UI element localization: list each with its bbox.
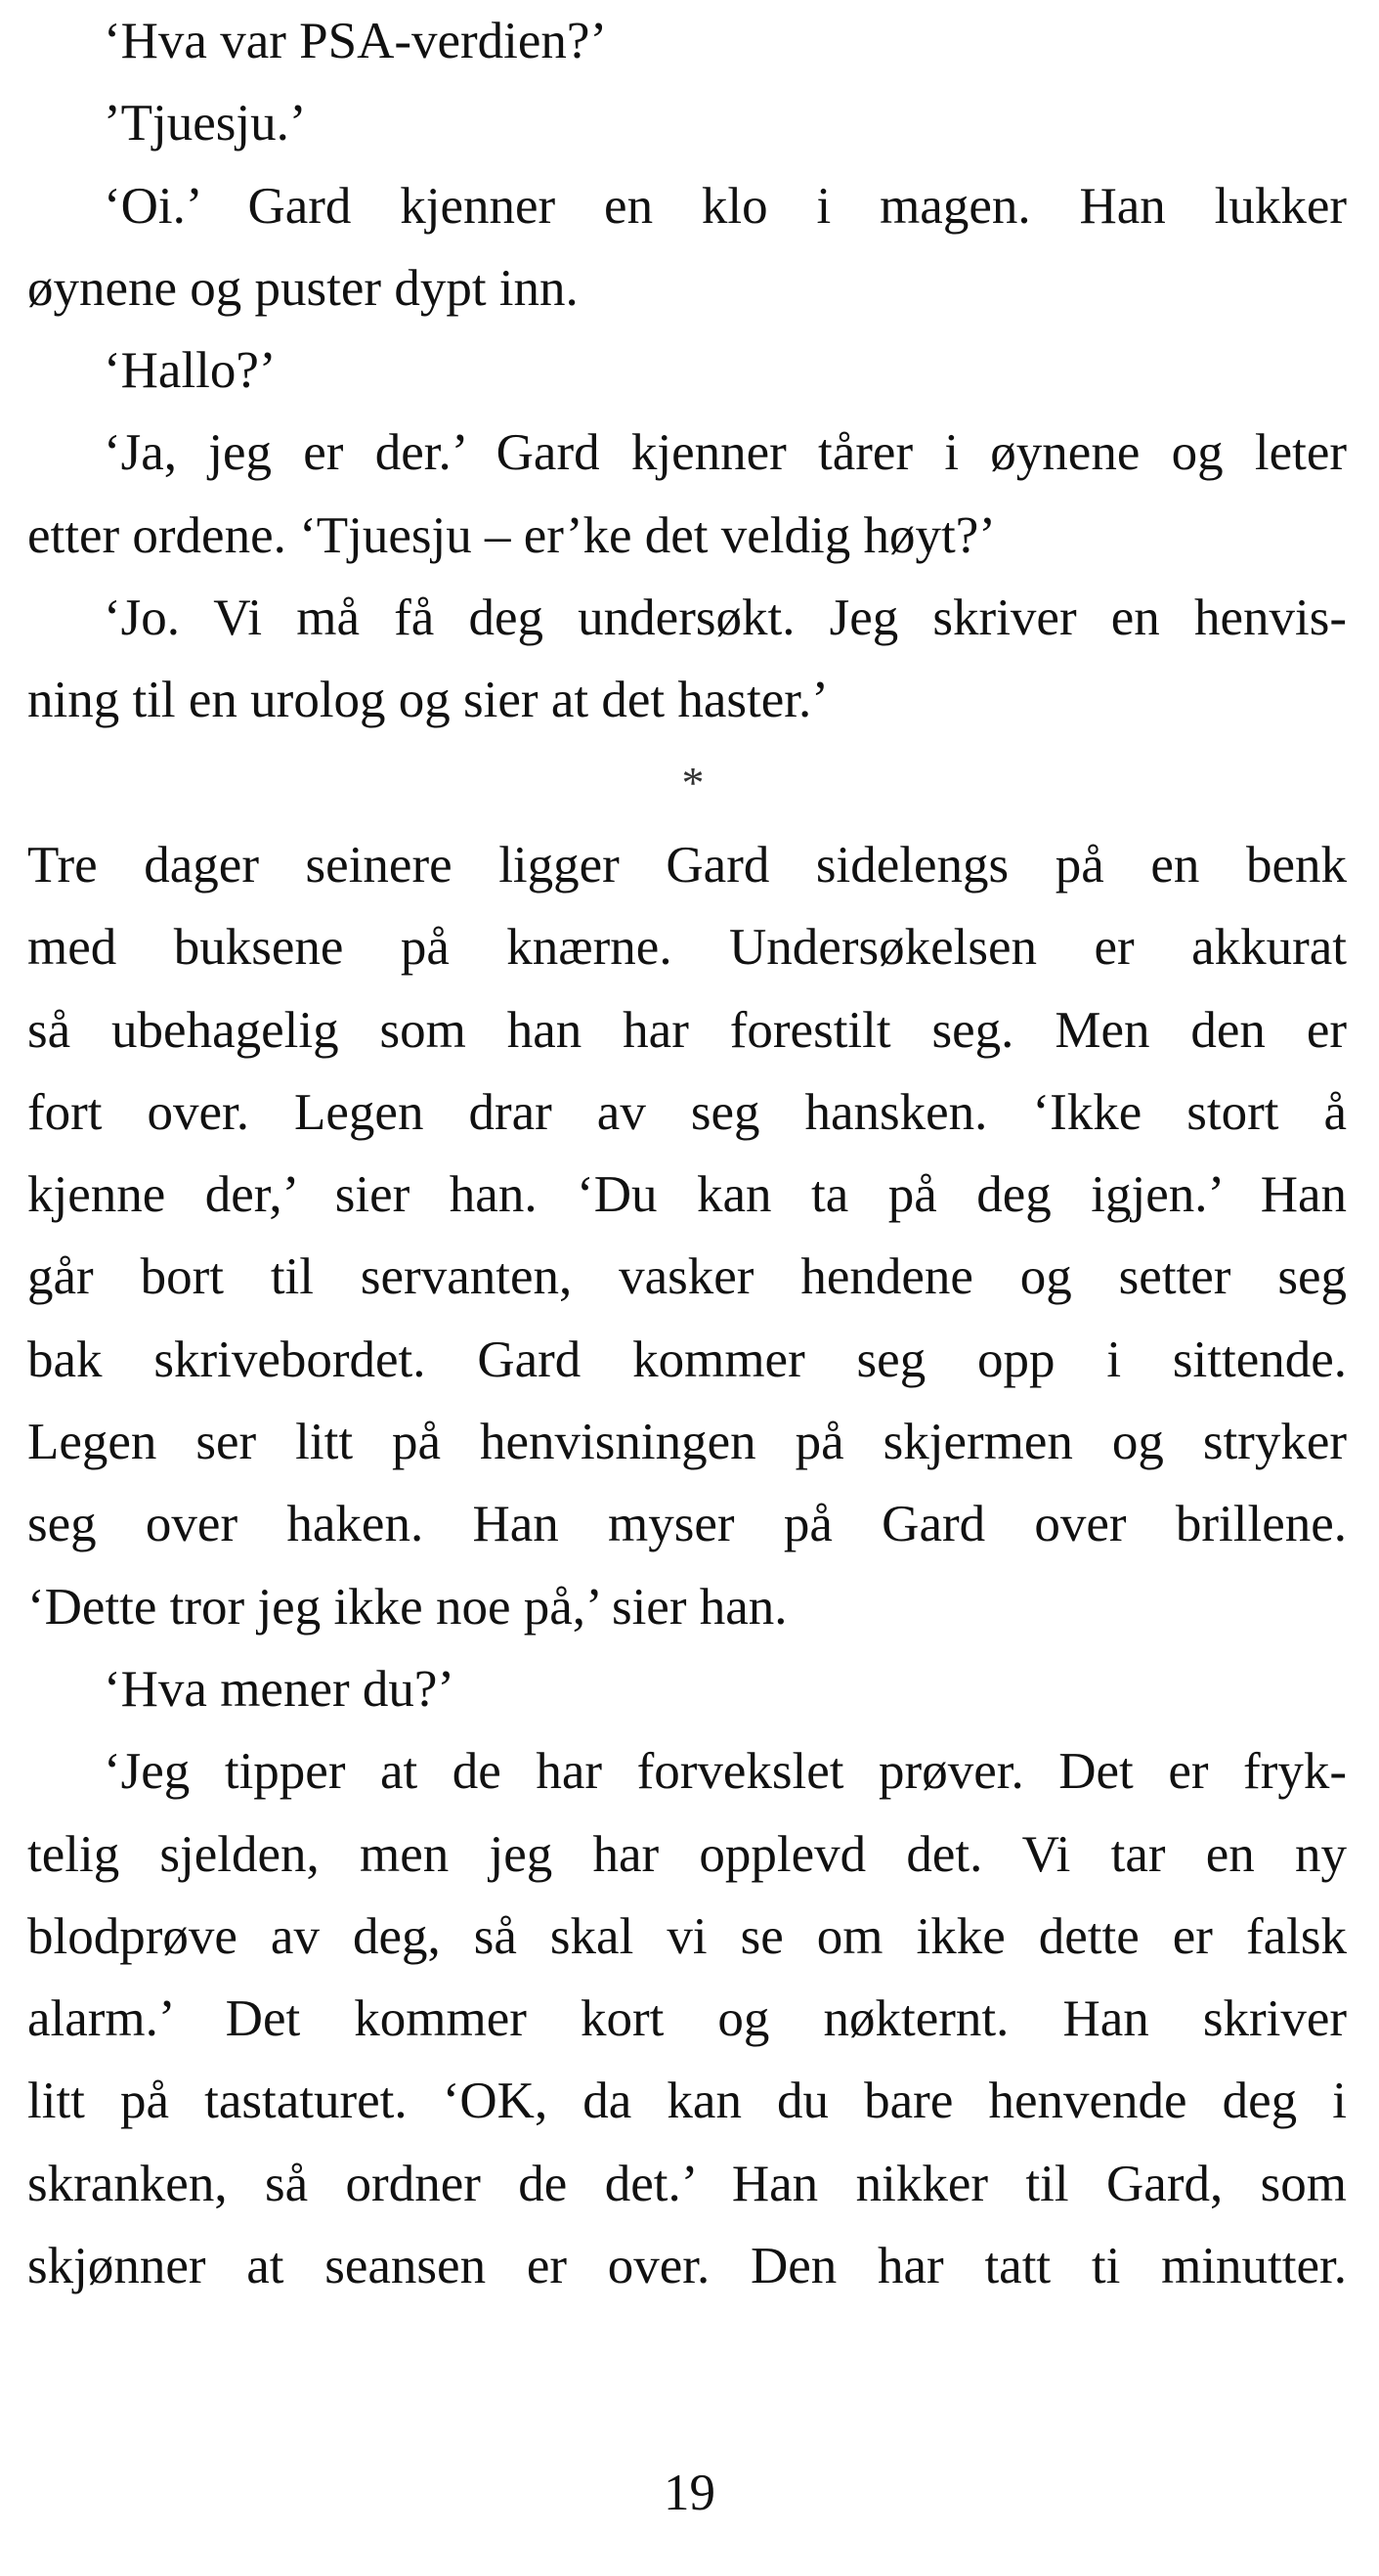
text-line: ‘Hallo?’: [104, 342, 277, 400]
text-line: skjønner at seansen er over. Den har tatt ti minutter.: [27, 2238, 1347, 2295]
text-line: ‘Jo. Vi må få deg undersøkt. Jeg skriver en henvis-: [104, 589, 1347, 647]
text-line: med buksene på knærne. Undersøkelsen er akkurat: [27, 919, 1347, 977]
text-line: ‘Hva var PSA-verdien?’: [104, 13, 608, 69]
text-line: etter ordene. ‘Tjuesju – er’ke det veldig høyt?’: [27, 506, 996, 564]
section-separator: *: [681, 757, 705, 808]
text-line: litt på tastaturet. ‘OK, da kan du bare henvende deg i: [27, 2073, 1347, 2130]
text-line: ‘Oi.’ Gard kjenner en klo i magen. Han lukker: [104, 177, 1347, 235]
text-line: blodprøve av deg, så skal vi se om ikke dette er falsk: [27, 1907, 1347, 1965]
text-line: bak skrivebordet. Gard kommer seg opp i sittende.: [27, 1331, 1347, 1388]
text-line: ‘Jeg tipper at de har forvekslet prøver. Det er fryk-: [104, 1743, 1347, 1801]
text-line: skranken, så ordner de det.’ Han nikker til Gard, som: [27, 2155, 1347, 2212]
text-line: telig sjelden, men jeg har opplevd det. Vi tar en ny: [27, 1825, 1347, 1883]
text-line: alarm.’ Det kommer kort og nøkternt. Han skriver: [27, 1990, 1347, 2048]
text-line: ning til en urolog og sier at det haster.’: [27, 672, 829, 729]
page-number: 19: [664, 2465, 715, 2521]
text-line: ‘Ja, jeg er der.’ Gard kjenner tårer i øynene og leter: [104, 424, 1347, 482]
text-line: ’Tjuesju.’: [104, 95, 307, 153]
text-line: Tre dager seinere ligger Gard sidelengs på en benk: [27, 836, 1347, 894]
text-line: seg over haken. Han myser på Gard over brillene.: [27, 1496, 1347, 1553]
text-line: ‘Dette tror jeg ikke noe på,’ sier han.: [27, 1578, 788, 1636]
text-line: så ubehagelig som han har forestilt seg. Men den er: [27, 1001, 1347, 1059]
text-line: fort over. Legen drar av seg hansken. ‘Ikke stort å: [27, 1083, 1347, 1141]
text-line: øynene og puster dypt inn.: [27, 259, 579, 317]
text-line: Legen ser litt på henvisningen på skjermen og stryker: [27, 1414, 1347, 1471]
text-line: ‘Hva mener du?’: [104, 1660, 455, 1718]
text-line: går bort til servanten, vasker hendene og setter seg: [27, 1248, 1347, 1306]
text-line: kjenne der,’ sier han. ‘Du kan ta på deg igjen.’ Han: [27, 1166, 1347, 1224]
book-page: [27, 0, 1347, 2307]
